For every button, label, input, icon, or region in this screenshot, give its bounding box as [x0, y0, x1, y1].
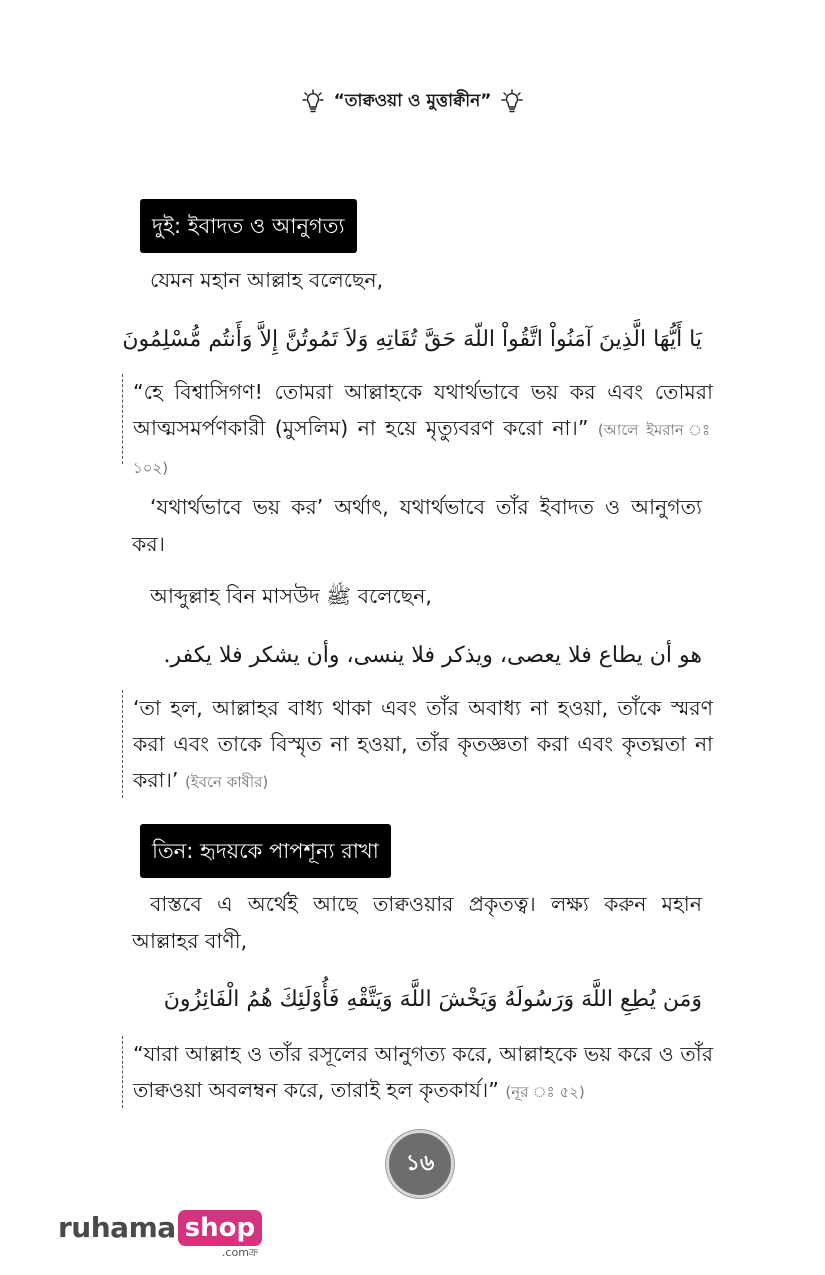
- ruhamashop-logo: [58, 1208, 262, 1259]
- logo-ruhama-text: ruhama: [58, 1211, 176, 1244]
- quote-text: “যারা আল্লাহ ও তাঁর রসূলের আনুগত্য করে, আল্লাহকে ভয় করে ও তাঁর তাক্বওয়া অবলম্বন করে, তারাই হল কৃতকার্য।”: [133, 1042, 713, 1102]
- page-number: ১৬: [386, 1130, 454, 1198]
- quote-reference: (ইবনে কাষীর): [184, 773, 269, 791]
- section-heading-3: তিন: হৃদয়কে পাপশূন্য রাখা: [140, 824, 391, 878]
- section2-quote2: [122, 690, 713, 798]
- logo-shop-badge: [178, 1208, 262, 1259]
- section2-arabic-saying: هو أن يطاع فلا يعصى، ويذكر فلا ينسى، وأن يشكر فلا يكفر.: [163, 643, 702, 668]
- logo-shop-text: shop: [178, 1210, 262, 1246]
- quote-reference: (নূর ঃ ৫২): [505, 1083, 585, 1101]
- quote-text: “হে বিশ্বাসিগণ! তোমরা আল্লাহকে যথার্থভাবে ভয় কর এবং তোমরা আত্মসমর্পণকারী (মুসলিম) না হয়ে মৃত্যুবরণ করো না।”: [133, 380, 713, 440]
- quote-reference: (আলে ইমরান ঃ ১০২): [133, 421, 713, 477]
- section3-quote: [122, 1036, 713, 1108]
- section2-ibn-masud: আব্দুল্লাহ বিন মাসউদ ﷺ বলেছেন,: [150, 584, 432, 608]
- logo-com-text: .comক্র: [221, 1246, 259, 1259]
- section2-intro: যেমন মহান আল্লাহ বলেছেন,: [150, 268, 384, 292]
- header-title: “তাক্বওয়া ও মুত্তাক্বীন”: [333, 91, 492, 111]
- lightbulb-icon: [302, 89, 324, 115]
- section2-arabic-verse: يَا أَيُّهَا الَّذِينَ آمَنُواْ اتَّقُواْ اللّهَ حَقَّ تُقَاتِهِ وَلاَ تَمُوتُنَّ إِلاَّ وَأَنتُم مُّسْلِمُونَ: [122, 327, 702, 352]
- section3-intro: বাস্তবে এ অর্থেই আছে তাক্বওয়ার প্রকৃতত্ব। লক্ষ্য করুন মহান আল্লাহর বাণী,: [132, 892, 702, 953]
- running-header: [0, 88, 825, 116]
- section3-arabic-verse: وَمَن يُطِعِ اللَّهَ وَرَسُولَهُ وَيَخْشَ اللَّهَ وَيَتَّقْهِ فَأُوْلَئِكَ هُمُ الْفَائِزُونَ: [163, 987, 702, 1012]
- section2-explanation: ‘যথার্থভাবে ভয় কর’ অর্থাৎ, যথার্থভাবে তাঁর ইবাদত ও আনুগত্য কর।: [132, 495, 702, 556]
- lightbulb-icon: [501, 89, 523, 115]
- section-heading-2: দুই: ইবাদত ও আনুগত্য: [140, 199, 357, 253]
- section2-quote: [122, 374, 713, 477]
- quote-text: ‘তা হল, আল্লাহর বাধ্য থাকা এবং তাঁর অবাধ্য না হওয়া, তাঁকে স্মরণ করা এবং তাকে বিস্মৃত না হওয়া, তাঁর কৃতজ্ঞতা করা এবং কৃতঘ্নতা না করা।’: [133, 696, 713, 792]
